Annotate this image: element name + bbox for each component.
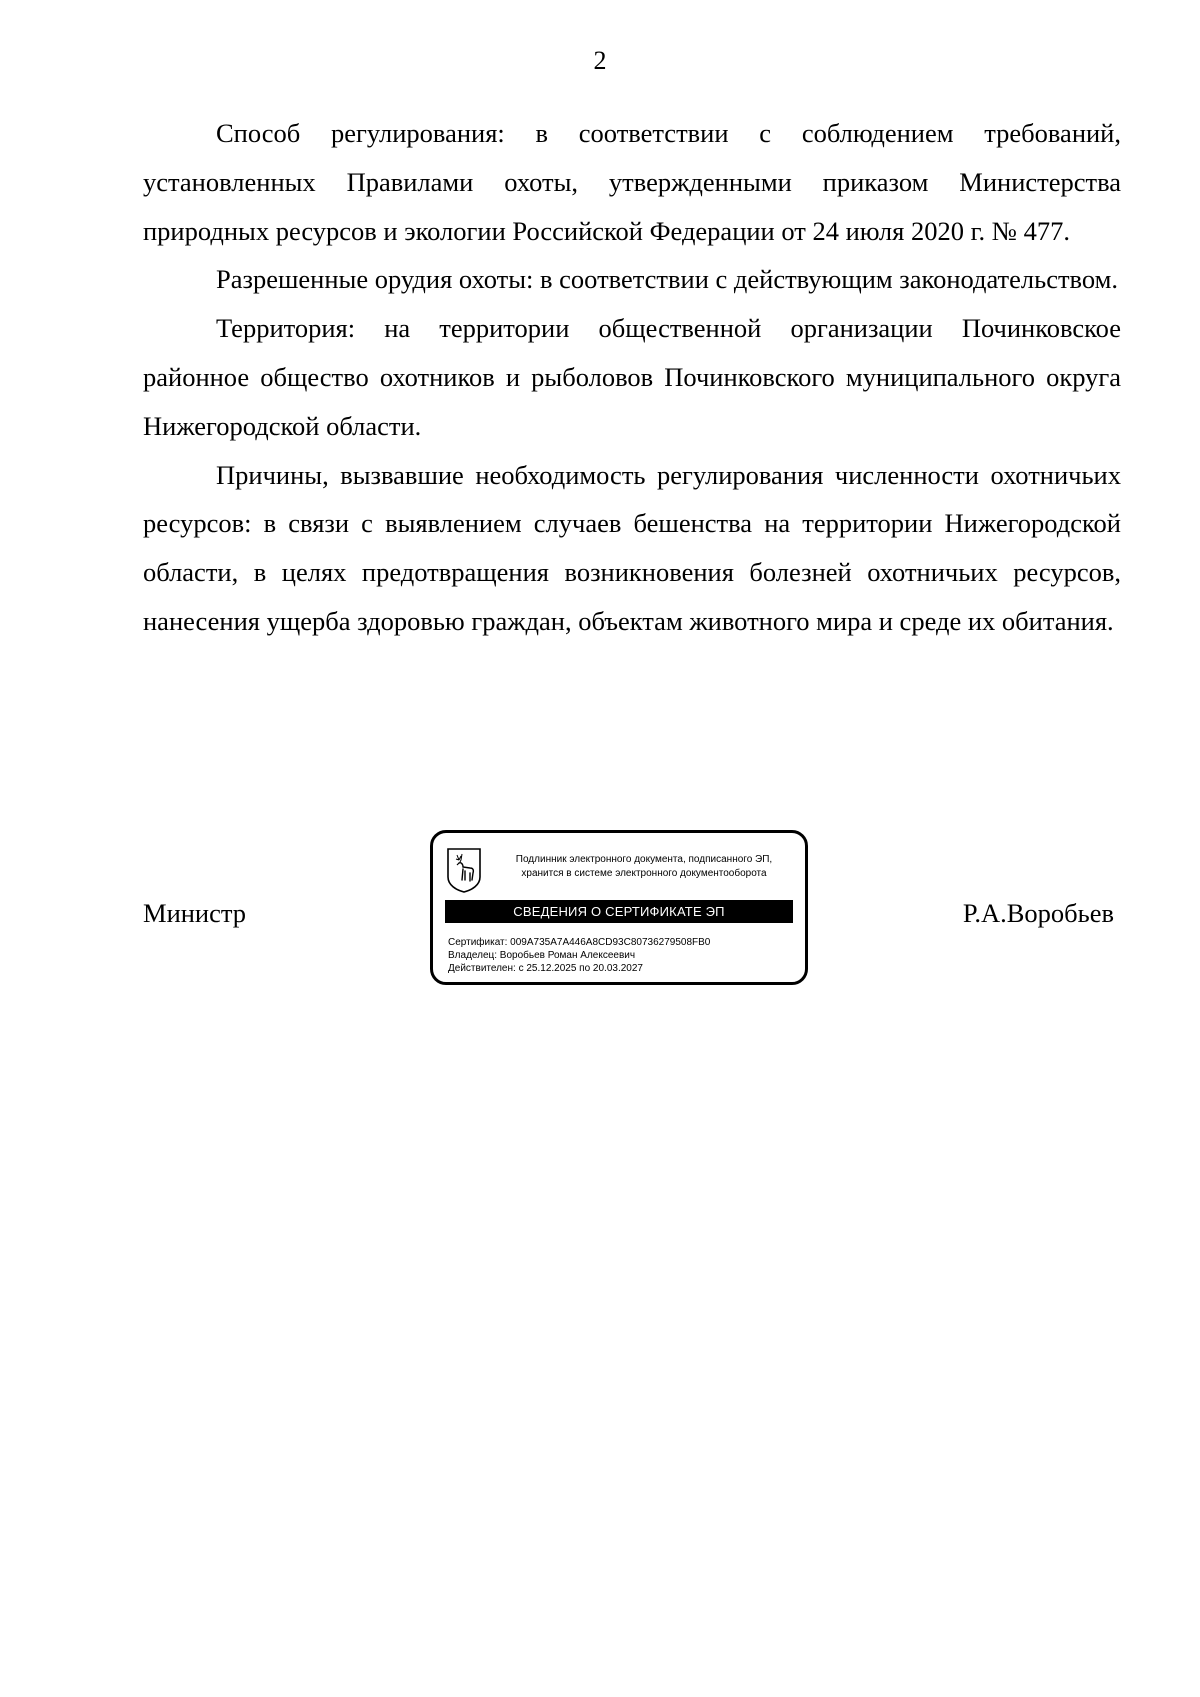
stamp-header-line: хранится в системе электронного документооборота	[521, 868, 767, 879]
nizhny-novgorod-deer-emblem-icon	[446, 847, 482, 893]
stamp-certificate-title: СВЕДЕНИЯ О СЕРТИФИКАТЕ ЭП	[445, 900, 793, 923]
stamp-owner: Владелец: Воробьев Роман Алексеевич	[448, 950, 636, 961]
stamp-header	[493, 853, 795, 881]
paragraph-territory: Территория: на территории общественной организации Починковское районное общество охотников и рыболовов Починковского муниципального округа Нижегородской области.	[143, 313, 1121, 441]
signatory-position: Министр	[143, 898, 247, 928]
signatory-name: Р.А.Воробьев	[962, 898, 1114, 928]
signature-block	[0, 830, 1200, 990]
stamp-header-line: Подлинник электронного документа, подписанного ЭП,	[515, 854, 773, 865]
stamp-validity: Действителен: с 25.12.2025 по 20.03.2027	[448, 963, 643, 974]
document-body	[143, 109, 1121, 646]
paragraph-reasons: Причины, вызвавшие необходимость регулирования численности охотничьих ресурсов: в связи с выявлением случаев бешенства на территории Нижегородской области, в целях предотвращения возникновения болезней охотничьих ресурсов, нанесения ущерба здоровью граждан, объектам животного мира и среде их обитания.	[143, 459, 1121, 636]
paragraph-regulation-method: Способ регулирования: в соответствии с соблюдением требований, установленных Правилами охоты, утвержденными приказом Министерства природных ресурсов и экологии Российской Федерации от 24 июля 2020 г. № 477.	[143, 118, 1121, 246]
page-number: 2	[593, 46, 607, 75]
electronic-signature-stamp	[430, 830, 808, 985]
stamp-certificate-number: Сертификат: 009A735A7A446A8CD93C80736279508FB0	[448, 937, 711, 948]
stamp-details	[448, 936, 795, 975]
paragraph-hunting-tools: Разрешенные орудия охоты: в соответствии с действующим законодательством.	[216, 264, 1119, 295]
